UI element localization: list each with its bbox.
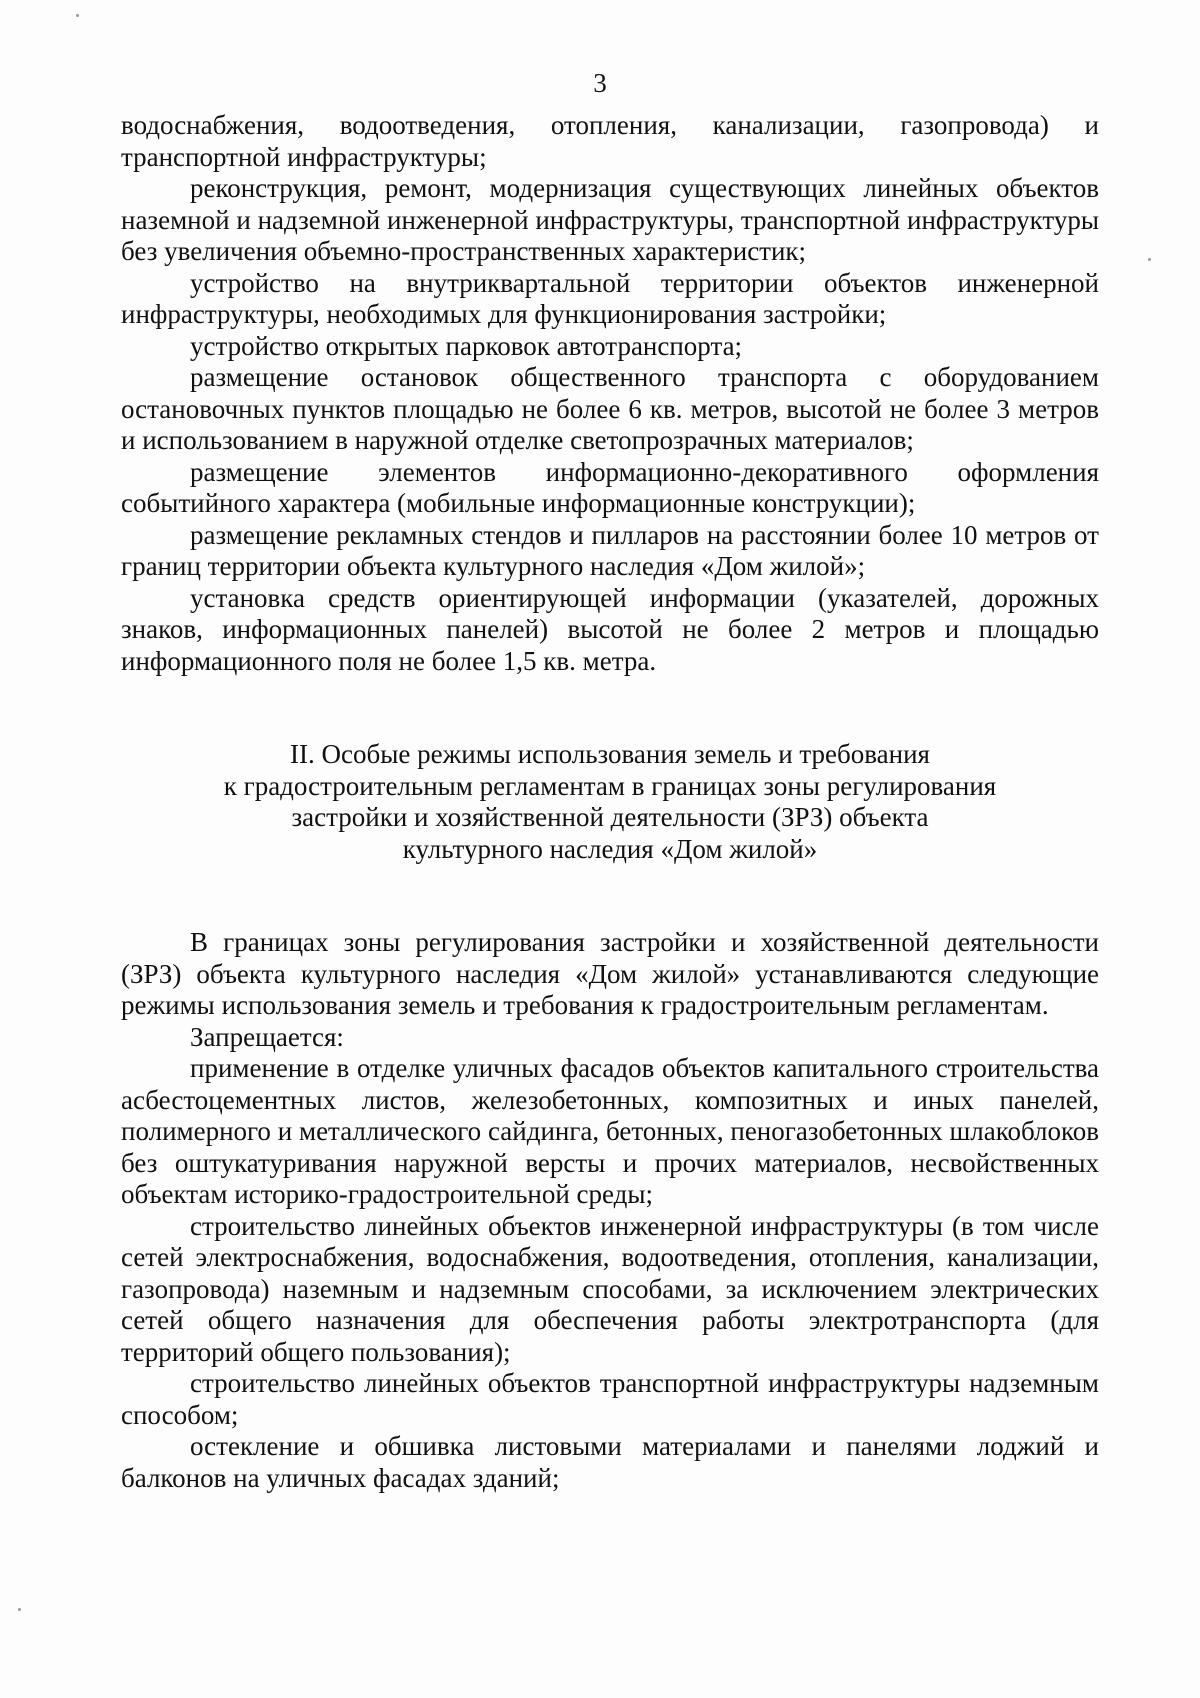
document-body	[121, 110, 1099, 1494]
paragraph-bottom-2: Запрещается:	[190, 1021, 344, 1052]
paragraph-top-1: водоснабжения, водоотведения, отопления, канализации, газопровода) и транспортной инфраструктуры;	[121, 110, 1099, 172]
paragraph-top-5: размещение остановок общественного транспорта с оборудованием остановочных пунктов площадью не более 6 кв. метров, высотой не более 3 метров и использованием в наружной отделке светопрозрачных материалов;	[121, 362, 1099, 455]
paragraph-top-2: реконструкция, ремонт, модернизация существующих линейных объектов наземной и надземной инженерной инфраструктуры, транспортной инфраструктуры без увеличения объемно-пространственных характеристик;	[121, 173, 1099, 266]
section-heading	[121, 739, 1099, 865]
scan-speck	[1148, 258, 1151, 261]
paragraph-top-7: размещение рекламных стендов и пилларов на расстоянии более 10 метров от границ территории объекта культурного наследия «Дом жилой»;	[121, 519, 1099, 581]
section-heading-line: к градостроительным регламентам в границах зоны регулирования	[223, 770, 997, 801]
paragraph-top-8: установка средств ориентирующей информации (указателей, дорожных знаков, информационных панелей) высотой не более 2 метров и площадью информационного поля не более 1,5 кв. метра.	[121, 582, 1099, 676]
paragraph-bottom-1: В границах зоны регулирования застройки и хозяйственной деятельности (ЗРЗ) объекта культурного наследия «Дом жилой» устанавливаются следующие режимы использования земель и требования к градостроительным регламентам.	[121, 927, 1099, 1020]
paragraph-top-6: размещение элементов информационно-декоративного оформления событийного характера (мобильные информационные конструкции);	[121, 456, 1099, 518]
scan-speck	[76, 14, 79, 17]
paragraph-bottom-4: строительство линейных объектов инженерной инфраструктуры (в том числе сетей электроснабжения, водоснабжения, водоотведения, отопления, канализации, газопровода) наземным и надземным способами, за исключением электрических сетей общего назначения для обеспечения работы электротранспорта (для территорий общего пользования);	[121, 1210, 1099, 1367]
paragraph-bottom-6: остекление и обшивка листовыми материалами и панелями лоджий и балконов на уличных фасадах зданий;	[121, 1431, 1099, 1493]
paragraph-bottom-3: применение в отделке уличных фасадов объектов капитального строительства асбестоцементных листов, железобетонных, композитных и иных панелей, полимерного и металлического сайдинга, бетонных, пеногазобетонных шлакоблоков без оштукатуривания наружной версты и прочих материалов, несвойственных объектам историко-градостроительной среды;	[121, 1053, 1099, 1209]
paragraph-bottom-5: строительство линейных объектов транспортной инфраструктуры надземным способом;	[121, 1368, 1099, 1430]
scan-speck	[18, 1608, 21, 1611]
page-number: 3	[593, 68, 607, 98]
paragraph-top-4: устройство открытых парковок автотранспорта;	[190, 330, 743, 361]
paragraph-top-3: устройство на внутриквартальной территории объектов инженерной инфраструктуры, необходимых для функционирования застройки;	[121, 267, 1099, 329]
section-heading-line: культурного наследия «Дом жилой»	[402, 833, 818, 864]
section-heading-line: II. Особые режимы использования земель и требования	[290, 739, 930, 769]
section-heading-line: застройки и хозяйственной деятельности (ЗРЗ) объекта	[291, 802, 929, 832]
